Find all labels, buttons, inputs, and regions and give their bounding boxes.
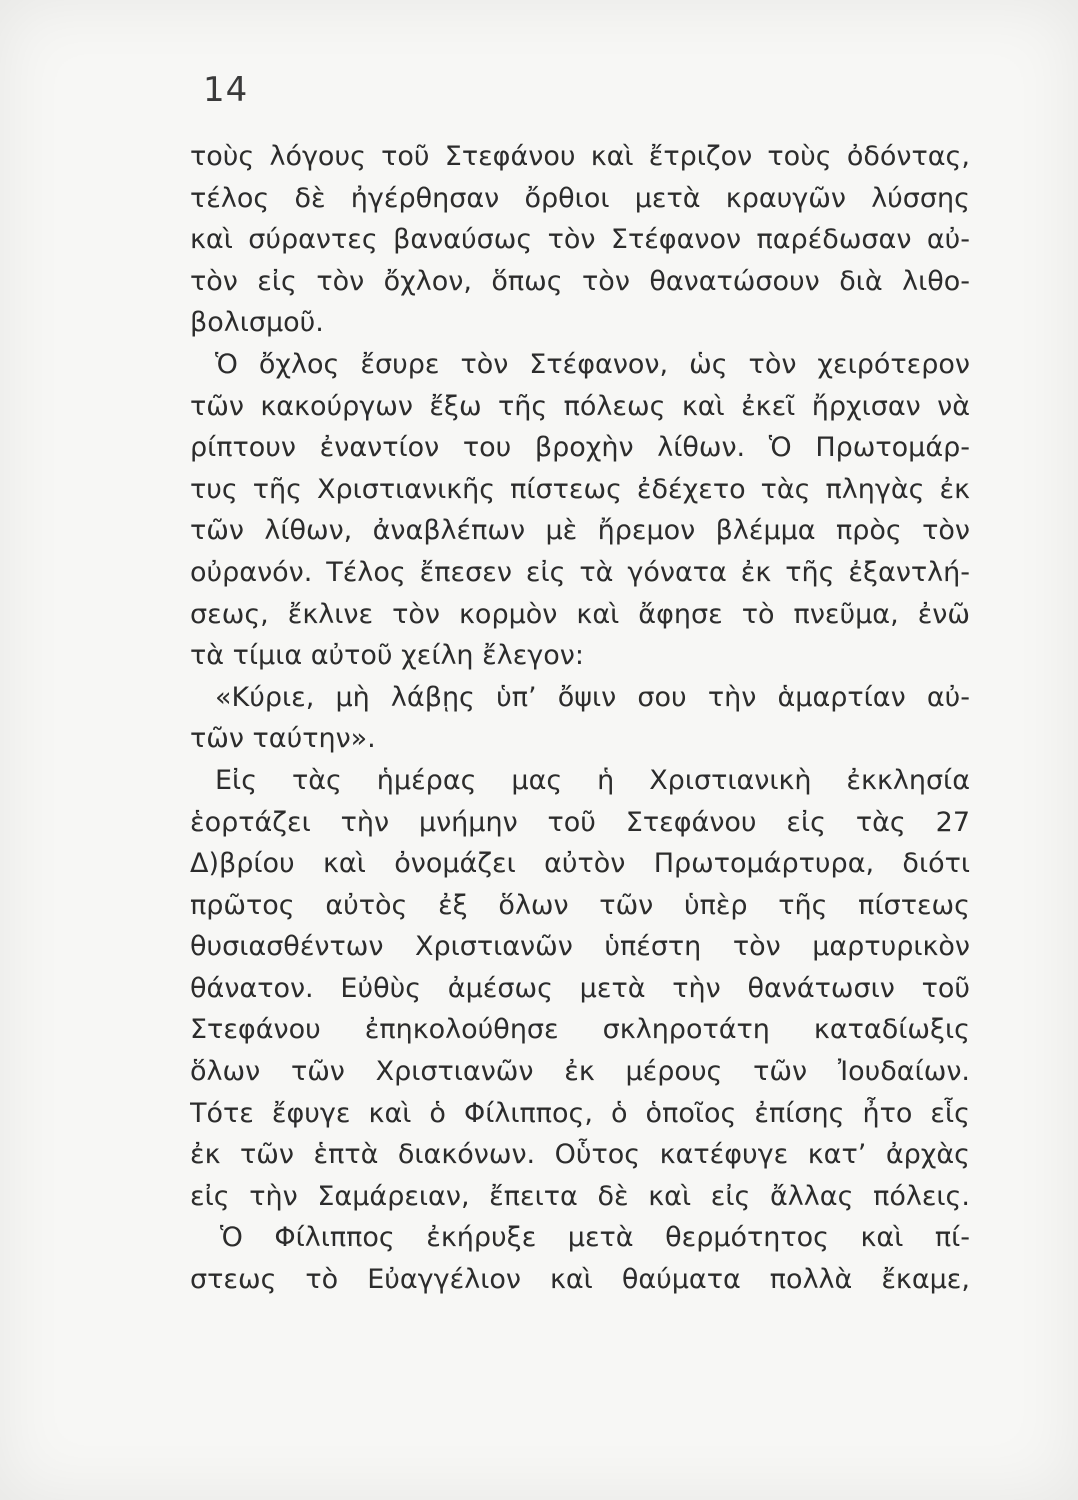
page-number: 14	[203, 70, 249, 110]
text-line: θάνατον. Εὐθὺς ἀμέσως μετὰ τὴν θανάτωσιν τοῦ	[190, 972, 970, 1004]
text-body	[190, 136, 970, 1301]
text-line: τοὺς λόγους τοῦ Στεφάνου καὶ ἔτριζον τοὺς ὀδόντας,	[190, 141, 970, 172]
text-line: «Κύριε, μὴ λάβῃς ὑπ’ ὄψιν σου τὴν ἁμαρτίαν αὐ-	[215, 681, 970, 713]
paragraph	[190, 344, 970, 677]
text-line: οὐρανόν. Τέλος ἔπεσεν εἰς τὰ γόνατα ἐκ τῆς ἐξαντλή-	[190, 556, 970, 588]
text-line: Δ)βρίου καὶ ὀνομάζει αὐτὸν Πρωτομάρτυρα, διότι	[190, 848, 970, 880]
text-line: Ὁ ὄχλος ἔσυρε τὸν Στέφανον, ὡς τὸν χειρότερον	[215, 348, 970, 380]
paragraph	[190, 1217, 970, 1300]
text-line: εἰς τὴν Σαμάρειαν, ἔπειτα δὲ καὶ εἰς ἄλλας πόλεις.	[190, 1180, 970, 1212]
text-line: τῶν κακούργων ἔξω τῆς πόλεως καὶ ἐκεῖ ἤρχισαν νὰ	[190, 390, 970, 422]
text-line: βολισμοῦ.	[190, 307, 324, 339]
text-line: τὸν εἰς τὸν ὄχλον, ὅπως τὸν θανατώσουν διὰ λιθο-	[190, 265, 970, 297]
paragraph	[190, 760, 970, 1218]
quote-paragraph	[190, 677, 970, 760]
text-line: τυς τῆς Χριστιανικῆς πίστεως ἐδέχετο τὰς πληγὰς ἐκ	[190, 473, 970, 505]
text-line: ὅλων τῶν Χριστιανῶν ἐκ μέρους τῶν Ἰουδαίων.	[190, 1056, 970, 1088]
text-line: σεως, ἔκλινε τὸν κορμὸν καὶ ἄφησε τὸ πνεῦμα, ἐνῶ	[190, 598, 970, 630]
text-line: Εἰς τὰς ἡμέρας μας ἡ Χριστιανικὴ ἐκκλησία	[215, 764, 970, 796]
text-line: ἐκ τῶν ἑπτὰ διακόνων. Οὗτος κατέφυγε κατ’ ἀρχὰς	[190, 1139, 970, 1171]
text-line: θυσιασθέντων Χριστιανῶν ὑπέστη τὸν μαρτυρικὸν	[190, 931, 970, 963]
paragraph	[190, 136, 970, 344]
text-line: καὶ σύραντες βαναύσως τὸν Στέφανον παρέδωσαν αὐ-	[190, 224, 970, 256]
text-line: τέλος δὲ ἠγέρθησαν ὄρθιοι μετὰ κραυγῶν λύσσης	[190, 182, 970, 214]
text-line: Τότε ἔφυγε καὶ ὁ Φίλιππος, ὁ ὁποῖος ἐπίσης ἦτο εἷς	[190, 1097, 970, 1129]
text-line: τῶν ταύτην».	[190, 723, 376, 755]
text-line: Ὁ Φίλιππος ἐκήρυξε μετὰ θερμότητος καὶ πί-	[220, 1222, 970, 1254]
text-line: ἑορτάζει τὴν μνήμην τοῦ Στεφάνου εἰς τὰς 27	[190, 806, 970, 838]
text-line: πρῶτος αὐτὸς ἐξ ὅλων τῶν ὑπὲρ τῆς πίστεως	[190, 889, 970, 921]
text-line: τὰ τίμια αὐτοῦ χείλη ἔλεγον:	[190, 640, 584, 672]
text-line: Στεφάνου ἐπηκολούθησε σκληροτάτη καταδίωξις	[190, 1014, 970, 1046]
text-line: στεως τὸ Εὐαγγέλιον καὶ θαύματα πολλὰ ἔκαμε,	[190, 1264, 970, 1296]
text-line: ρίπτουν ἐναντίον του βροχὴν λίθων. Ὁ Πρωτομάρ-	[190, 432, 970, 464]
text-line: τῶν λίθων, ἀναβλέπων μὲ ἤρεμον βλέμμα πρὸς τὸν	[190, 515, 970, 547]
